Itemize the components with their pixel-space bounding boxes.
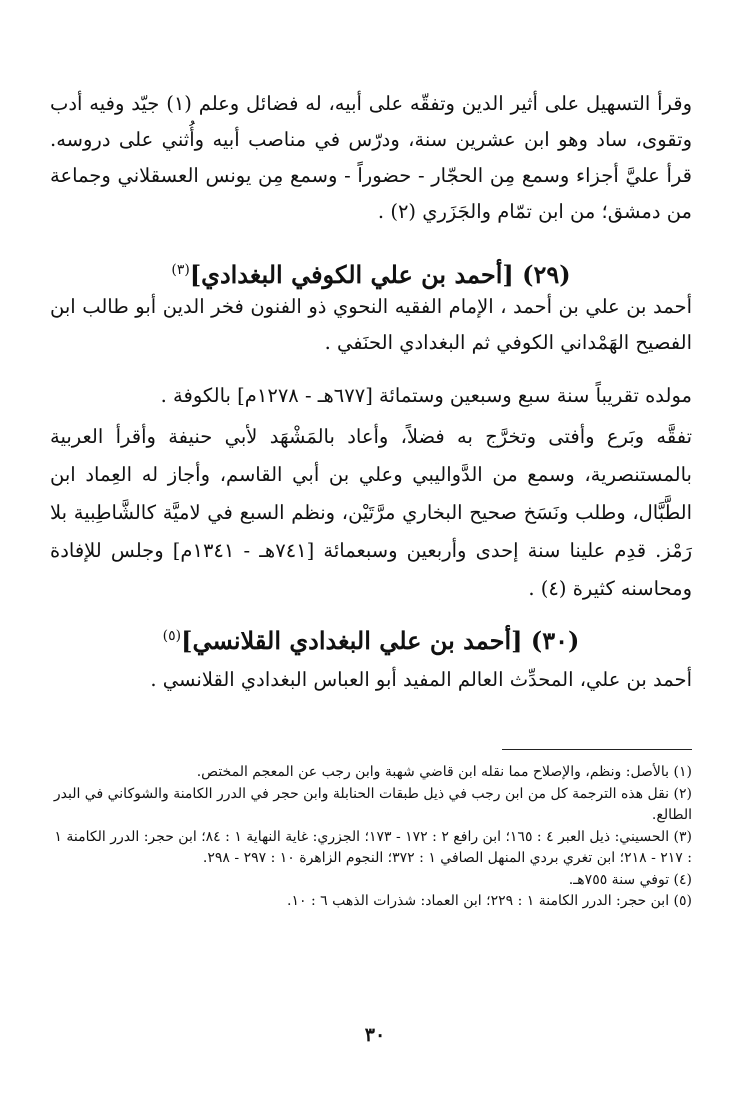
entry-30-title: (٣٠) [أحمد بن علي البغدادي القلانسي] [181,626,580,655]
footnote-3: (٣) الحسيني: ذيل العبر ٤ : ١٦٥؛ ابن رافع ٢ : ١٧٢ - ١٧٣؛ الجزري: غاية النهاية ١ : ٨٤؛ ابن حجر: الدرر الكامنة ١ : ٢١٧ - ٢١٨؛ ابن تغري بردي المنهل الصافي ١ : ٣٧٢؛ النجوم الزاهرة ١٠ : ٢٩٧ - ٢٩٨. [54,828,692,866]
paragraph-entry-29-birth: مولده تقريباً سنة سبع وسبعين وستمائة [٦٧٧هـ - ١٢٧٨م] بالكوفة . [160,384,692,407]
footnote-5: (٥) ابن حجر: الدرر الكامنة ١ : ٢٢٩؛ ابن العماد: شذرات الذهب ٦ : ١٠. [287,893,692,909]
footnotes [50,762,692,913]
paragraph-entry-29-name: أحمد بن علي بن أحمد ، الإمام الفقيه النحوي ذو الفنون فخر الدين أبو طالب ابن الفصيح الهَمْداني الكوفي ثم البغدادي الحنَفي . [50,295,692,354]
footnote-2: (٢) نقل هذه الترجمة كل من ابن رجب في ذيل طبقات الحنابلة وابن حجر في الدرر الكامنة والشوكاني في البدر الطالع. [53,785,692,823]
paragraph-entry-30-name: أحمد بن علي، المحدِّث العالم المفيد أبو العباس البغدادي القلانسي . [150,668,692,691]
footnote-1: (١) بالأصل: ونظم، والإصلاح مما نقله ابن قاضي شهبة وابن رجب عن المعجم المختص. [196,764,692,780]
entry-30-heading [50,616,692,661]
paragraph-entry-29-bio: تفقَّه وبَرع وأفتى وتخرَّج به فضلاً، وأعاد بالمَشْهَد لأبي حنيفة وأقرأ العربية بالمستنصرية، وسمع من الدَّواليبي وعلي بن أبي القاسم، وأجاز له العِماد ابن الطَّبَّال، وطلب ونَسَخ صحيح البخاري مرَّتَيْن، ونظم السبع في لاميَّة كالشَّاطِبية بلا رَمْز. قدِم علينا سنة إحدى وأربعين وسبعمائة [٧٤١هـ - ١٣٤١م] وجلس للإفادة ومحاسنه كثيرة (٤) . [50,425,692,600]
entry-29-title: (٢٩) [أحمد بن علي الكوفي البغدادي] [189,260,571,289]
entry-29-footnote-ref: (٣) [171,262,190,278]
paragraph-entry-28-end: وقرأ التسهيل على أثير الدين وتفقّه على أبيه، له فضائل وعلم (١) جيّد وفيه أدب وتقوى، ساد وهو ابن عشرين سنة، ودرّس في مناصب أبيه وأُثني على دروسه. قرأ عليَّ أجزاء وسمع مِن الحجّار - حضوراً - وسمع مِن يونس العسقلاني وجماعة من دمشق؛ من ابن تمّام والجَزَري (٢) . [50,92,692,223]
footnote-separator [502,749,692,750]
page-number: ٣٠ [364,1024,386,1046]
footnote-4: (٤) توفي سنة ٧٥٥هـ. [568,871,692,888]
entry-30-footnote-ref: (٥) [162,628,182,644]
